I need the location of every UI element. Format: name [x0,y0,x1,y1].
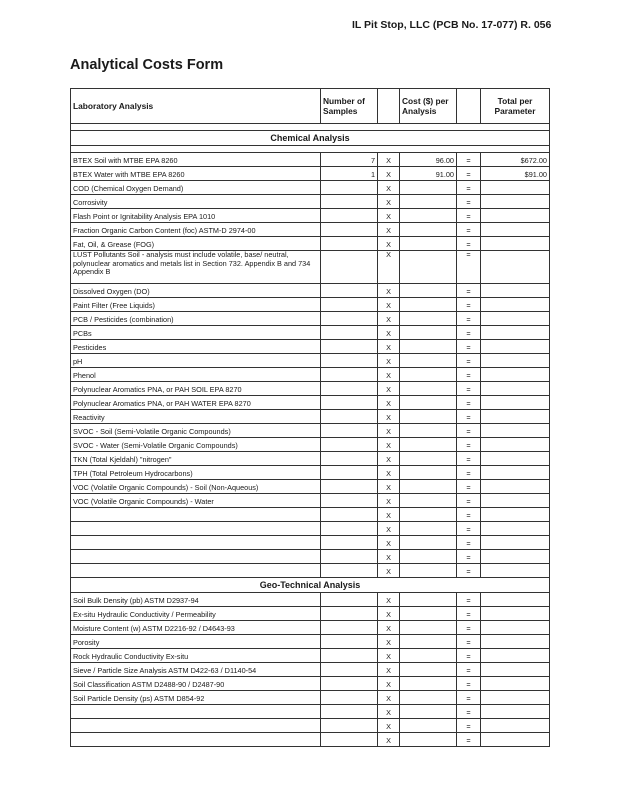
samples-cell[interactable] [321,593,378,607]
cost-cell[interactable]: 96.00 [400,153,457,167]
column-header-cost: Cost ($) per Analysis [400,89,457,124]
samples-cell[interactable] [321,607,378,621]
table-row [71,663,550,677]
table-row [71,635,550,649]
equals-cell: = [457,181,481,195]
analysis-name-cell [71,536,321,550]
multiply-cell: X [378,396,400,410]
multiply-cell: X [378,312,400,326]
total-cell[interactable] [481,677,550,691]
multiply-cell: X [378,522,400,536]
table-row [71,452,550,466]
cost-cell[interactable] [400,691,457,705]
analysis-name-cell: Polynuclear Aromatics PNA, or PAH WATER EPA 8270 [71,396,321,410]
multiply-cell: X [378,368,400,382]
total-cell[interactable] [481,438,550,452]
cost-cell[interactable] [400,298,457,312]
samples-cell[interactable] [321,340,378,354]
table-row [71,705,550,719]
table-row [71,340,550,354]
cost-cell[interactable] [400,181,457,195]
multiply-cell: X [378,508,400,522]
multiply-cell: X [378,663,400,677]
cost-cell[interactable] [400,452,457,466]
cost-cell[interactable] [400,251,457,284]
multiply-cell: X [378,691,400,705]
multiply-cell: X [378,223,400,237]
cost-cell[interactable] [400,536,457,550]
multiply-cell: X [378,621,400,635]
table-row [71,564,550,578]
equals-cell: = [457,550,481,564]
column-header-analysis: Laboratory Analysis [71,89,321,124]
analysis-name-cell: Corrosivity [71,195,321,209]
equals-cell: = [457,522,481,536]
table-row [71,550,550,564]
analysis-name-cell [71,550,321,564]
samples-cell[interactable] [321,508,378,522]
total-cell[interactable] [481,396,550,410]
samples-cell[interactable] [321,466,378,480]
analysis-name-cell: SVOC - Soil (Semi-Volatile Organic Compounds) [71,424,321,438]
multiply-cell: X [378,326,400,340]
table-row [71,480,550,494]
cost-cell[interactable] [400,223,457,237]
multiply-cell: X [378,593,400,607]
multiply-cell: X [378,424,400,438]
table-row [71,733,550,747]
equals-cell: = [457,424,481,438]
analysis-name-cell: PCB / Pesticides (combination) [71,312,321,326]
equals-cell: = [457,354,481,368]
table-row [71,508,550,522]
equals-cell: = [457,663,481,677]
samples-cell[interactable] [321,550,378,564]
total-cell[interactable] [481,691,550,705]
cost-cell[interactable] [400,621,457,635]
multiply-cell: X [378,550,400,564]
analysis-name-cell: Fraction Organic Carbon Content (foc) ASTM-D 2974-00 [71,223,321,237]
analysis-name-cell: TKN (Total Kjeldahl) "nitrogen" [71,452,321,466]
multiply-cell: X [378,284,400,298]
equals-cell: = [457,298,481,312]
total-cell[interactable] [481,424,550,438]
total-cell[interactable] [481,494,550,508]
total-cell[interactable] [481,649,550,663]
cost-cell[interactable] [400,424,457,438]
cost-cell[interactable] [400,368,457,382]
table-row [71,195,550,209]
total-cell[interactable] [481,621,550,635]
equals-cell: = [457,593,481,607]
cost-cell[interactable] [400,326,457,340]
total-cell[interactable] [481,209,550,223]
total-cell[interactable] [481,480,550,494]
cost-cell[interactable] [400,382,457,396]
multiply-cell: X [378,209,400,223]
total-cell[interactable] [481,251,550,284]
cost-cell[interactable] [400,550,457,564]
total-cell[interactable] [481,593,550,607]
table-row [71,607,550,621]
samples-cell[interactable] [321,368,378,382]
table-row [71,368,550,382]
multiply-cell: X [378,480,400,494]
equals-cell: = [457,705,481,719]
samples-cell[interactable] [321,410,378,424]
cost-cell[interactable] [400,209,457,223]
samples-cell[interactable] [321,663,378,677]
cost-cell[interactable] [400,649,457,663]
equals-cell: = [457,621,481,635]
cost-cell[interactable] [400,195,457,209]
cost-cell[interactable] [400,508,457,522]
analysis-name-cell: SVOC - Water (Semi-Volatile Organic Compounds) [71,438,321,452]
samples-cell[interactable] [321,209,378,223]
table-row [71,424,550,438]
table-row [71,536,550,550]
equals-cell: = [457,635,481,649]
cost-cell[interactable] [400,480,457,494]
section-title-chemical: Chemical Analysis [71,131,550,146]
total-cell[interactable] [481,607,550,621]
analysis-name-cell: Dissolved Oxygen (DO) [71,284,321,298]
analysis-name-cell: Porosity [71,635,321,649]
equals-cell: = [457,536,481,550]
table-row [71,522,550,536]
table-row [71,167,550,181]
multiply-cell: X [378,354,400,368]
total-cell[interactable] [481,326,550,340]
cost-cell[interactable] [400,705,457,719]
total-cell[interactable] [481,522,550,536]
total-cell[interactable] [481,635,550,649]
table-row [71,284,550,298]
table-row [71,298,550,312]
section-heading-row [71,131,550,146]
table-row [71,396,550,410]
samples-cell[interactable] [321,396,378,410]
multiply-cell: X [378,438,400,452]
table-row [71,494,550,508]
analysis-name-cell: Rock Hydraulic Conductivity Ex-situ [71,649,321,663]
total-cell[interactable] [481,223,550,237]
cost-cell[interactable] [400,237,457,251]
multiply-cell: X [378,340,400,354]
samples-cell[interactable] [321,677,378,691]
equals-cell: = [457,237,481,251]
samples-cell[interactable] [321,424,378,438]
total-cell[interactable] [481,536,550,550]
analysis-name-cell: Moisture Content (w) ASTM D2216-92 / D4643-93 [71,621,321,635]
cost-cell[interactable] [400,340,457,354]
total-cell[interactable] [481,181,550,195]
samples-cell[interactable] [321,223,378,237]
table-row [71,649,550,663]
cost-cell[interactable] [400,635,457,649]
analysis-name-cell: COD (Chemical Oxygen Demand) [71,181,321,195]
multiply-cell: X [378,237,400,251]
samples-cell[interactable] [321,635,378,649]
multiply-cell: X [378,536,400,550]
analysis-name-cell: BTEX Soil with MTBE EPA 8260 [71,153,321,167]
total-cell[interactable] [481,195,550,209]
table-row [71,153,550,167]
multiply-cell: X [378,607,400,621]
samples-cell[interactable] [321,237,378,251]
column-header-samples: Number of Samples [321,89,378,124]
multiply-cell: X [378,705,400,719]
samples-cell[interactable] [321,564,378,578]
total-cell[interactable] [481,550,550,564]
samples-cell[interactable] [321,284,378,298]
column-header-total: Total per Parameter [481,89,550,124]
analysis-name-cell: LUST Pollutants Soil - analysis must include volatile, base/ neutral, polynuclear aromatics and metals list in Section 732. Appendix B and 734 Appendix B [71,251,321,284]
multiply-cell: X [378,733,400,747]
table-row [71,410,550,424]
equals-cell: = [457,223,481,237]
analysis-name-cell: VOC (Volatile Organic Compounds) - Soil (Non-Aqueous) [71,480,321,494]
analysis-name-cell: pH [71,354,321,368]
equals-cell: = [457,466,481,480]
cost-cell[interactable] [400,438,457,452]
multiply-cell: X [378,298,400,312]
samples-cell[interactable]: 7 [321,153,378,167]
cost-cell[interactable] [400,733,457,747]
cost-cell[interactable] [400,312,457,326]
equals-cell: = [457,649,481,663]
multiply-cell: X [378,251,400,284]
samples-cell[interactable] [321,438,378,452]
analysis-name-cell: Soil Bulk Density (pb) ASTM D2937-94 [71,593,321,607]
form-title: Analytical Costs Form [70,57,224,73]
table-row [71,593,550,607]
total-cell[interactable] [481,237,550,251]
total-cell[interactable]: $91.00 [481,167,550,181]
table-row [71,354,550,368]
equals-cell: = [457,209,481,223]
multiply-cell: X [378,564,400,578]
equals-cell: = [457,452,481,466]
analysis-name-cell: Sieve / Particle Size Analysis ASTM D422-63 / D1140-54 [71,663,321,677]
samples-cell[interactable] [321,326,378,340]
samples-cell[interactable] [321,705,378,719]
analysis-name-cell: Fat, Oil, & Grease (FOG) [71,237,321,251]
section-heading-row [71,578,550,593]
total-cell[interactable] [481,368,550,382]
equals-cell: = [457,410,481,424]
multiply-cell: X [378,677,400,691]
multiply-cell: X [378,167,400,181]
table-row [71,382,550,396]
cost-cell[interactable]: 91.00 [400,167,457,181]
total-cell[interactable] [481,705,550,719]
samples-cell[interactable] [321,195,378,209]
total-cell[interactable] [481,466,550,480]
multiply-cell: X [378,719,400,733]
multiply-cell: X [378,649,400,663]
samples-cell[interactable] [321,522,378,536]
equals-cell: = [457,607,481,621]
cost-cell[interactable] [400,607,457,621]
table-row [71,691,550,705]
equals-cell: = [457,312,481,326]
equals-cell: = [457,733,481,747]
table-row [71,438,550,452]
samples-cell[interactable] [321,719,378,733]
analysis-name-cell: BTEX Water with MTBE EPA 8260 [71,167,321,181]
samples-cell[interactable] [321,181,378,195]
equals-cell: = [457,284,481,298]
total-cell[interactable] [481,410,550,424]
table-header-row [71,89,550,124]
samples-cell[interactable] [321,298,378,312]
cost-cell[interactable] [400,677,457,691]
analysis-name-cell [71,508,321,522]
table-row [71,677,550,691]
multiply-cell: X [378,195,400,209]
table-row [71,181,550,195]
equals-cell: = [457,494,481,508]
analysis-name-cell [71,719,321,733]
total-cell[interactable] [481,382,550,396]
samples-cell[interactable] [321,733,378,747]
samples-cell[interactable] [321,452,378,466]
analysis-name-cell [71,564,321,578]
equals-cell: = [457,438,481,452]
samples-cell[interactable] [321,536,378,550]
equals-cell: = [457,691,481,705]
multiply-cell: X [378,452,400,466]
total-cell[interactable] [481,564,550,578]
samples-cell[interactable] [321,251,378,284]
samples-cell[interactable] [321,480,378,494]
total-cell[interactable] [481,452,550,466]
cost-cell[interactable] [400,466,457,480]
total-cell[interactable] [481,354,550,368]
table-row [71,312,550,326]
analysis-name-cell: Pesticides [71,340,321,354]
table-row [71,466,550,480]
total-cell[interactable] [481,298,550,312]
equals-cell: = [457,195,481,209]
samples-cell[interactable] [321,649,378,663]
multiply-cell: X [378,494,400,508]
analysis-name-cell: Polynuclear Aromatics PNA, or PAH SOIL EPA 8270 [71,382,321,396]
table-row [71,326,550,340]
table-row [71,621,550,635]
analysis-name-cell: TPH (Total Petroleum Hydrocarbons) [71,466,321,480]
cost-cell[interactable] [400,663,457,677]
equals-cell: = [457,396,481,410]
equals-cell: = [457,251,481,284]
equals-cell: = [457,564,481,578]
cost-cell[interactable] [400,396,457,410]
total-cell[interactable] [481,508,550,522]
total-cell[interactable] [481,312,550,326]
analysis-name-cell: Phenol [71,368,321,382]
equals-cell: = [457,719,481,733]
samples-cell[interactable] [321,691,378,705]
total-cell[interactable] [481,340,550,354]
total-cell[interactable] [481,284,550,298]
analysis-name-cell: Ex-situ Hydraulic Conductivity / Permeability [71,607,321,621]
equals-cell: = [457,368,481,382]
table-row [71,209,550,223]
table-row [71,719,550,733]
total-cell[interactable]: $672.00 [481,153,550,167]
total-cell[interactable] [481,719,550,733]
equals-cell: = [457,340,481,354]
multiply-cell: X [378,382,400,396]
table-row [71,223,550,237]
section-title-geo: Geo-Technical Analysis [71,578,550,593]
equals-cell: = [457,480,481,494]
samples-cell[interactable] [321,621,378,635]
cost-cell[interactable] [400,564,457,578]
analytical-costs-table [70,88,550,747]
analysis-name-cell: Soil Classification ASTM D2488-90 / D2487-90 [71,677,321,691]
samples-cell[interactable] [321,354,378,368]
cost-cell[interactable] [400,354,457,368]
total-cell[interactable] [481,663,550,677]
cost-cell[interactable] [400,522,457,536]
cost-cell[interactable] [400,284,457,298]
total-cell[interactable] [481,733,550,747]
table-row [71,251,550,284]
document-header: IL Pit Stop, LLC (PCB No. 17-077) R. 056 [352,19,552,31]
equals-cell: = [457,167,481,181]
cost-cell[interactable] [400,494,457,508]
cost-cell[interactable] [400,410,457,424]
analysis-name-cell: PCBs [71,326,321,340]
analysis-name-cell: Paint Filter (Free Liquids) [71,298,321,312]
analysis-name-cell: Reactivity [71,410,321,424]
equals-cell: = [457,326,481,340]
multiply-cell: X [378,635,400,649]
multiply-cell: X [378,466,400,480]
analysis-name-cell [71,733,321,747]
analysis-name-cell [71,705,321,719]
multiply-cell: X [378,153,400,167]
multiply-cell: X [378,410,400,424]
multiply-cell: X [378,181,400,195]
table-row [71,237,550,251]
samples-cell[interactable]: 1 [321,167,378,181]
equals-cell: = [457,382,481,396]
equals-cell: = [457,153,481,167]
equals-cell: = [457,677,481,691]
samples-cell[interactable] [321,312,378,326]
analysis-name-cell: Flash Point or Ignitability Analysis EPA 1010 [71,209,321,223]
samples-cell[interactable] [321,494,378,508]
equals-cell: = [457,508,481,522]
analysis-name-cell [71,522,321,536]
cost-cell[interactable] [400,593,457,607]
cost-cell[interactable] [400,719,457,733]
analysis-name-cell: VOC (Volatile Organic Compounds) - Water [71,494,321,508]
samples-cell[interactable] [321,382,378,396]
analysis-name-cell: Soil Particle Density (ps) ASTM D854-92 [71,691,321,705]
